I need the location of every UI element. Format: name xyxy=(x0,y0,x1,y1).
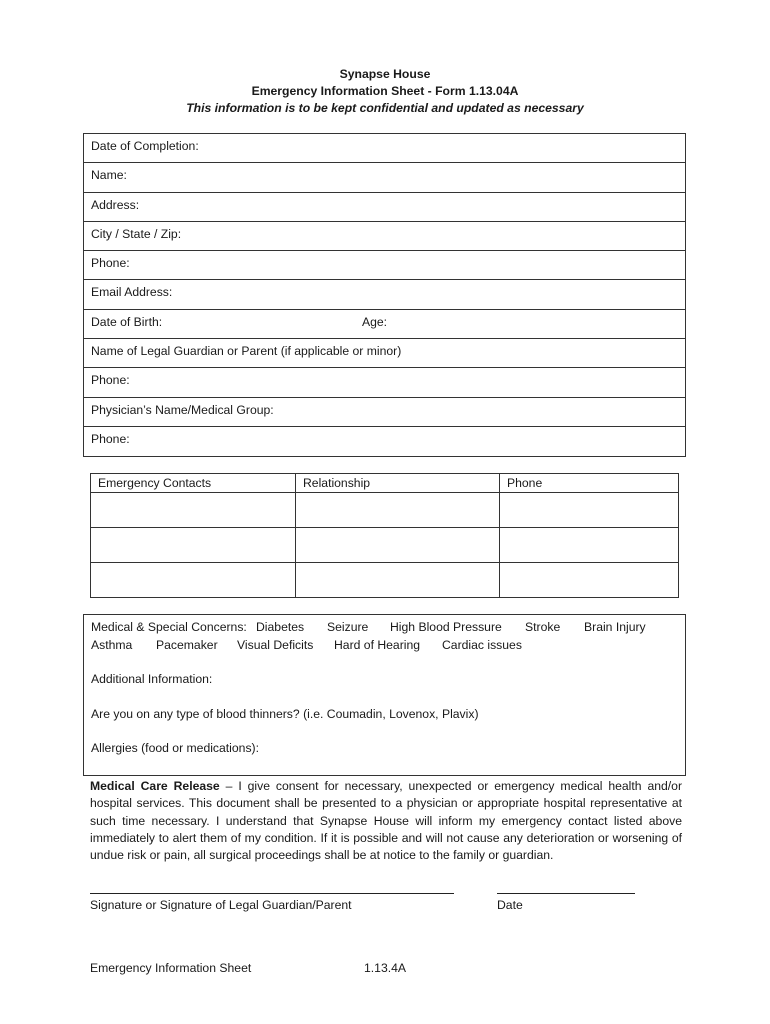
confidential-note: This information is to be kept confidential and updated as necessary xyxy=(186,101,584,115)
table-row xyxy=(91,493,679,528)
field-label: Physician’s Name/Medical Group: xyxy=(91,402,274,417)
field-label: Phone: xyxy=(91,431,130,446)
emergency-contacts-table xyxy=(90,473,679,598)
phone-cell[interactable] xyxy=(500,528,679,563)
relationship-cell[interactable] xyxy=(296,563,500,598)
personal-info-table xyxy=(83,133,686,457)
date-line[interactable] xyxy=(497,893,635,894)
table-row xyxy=(91,528,679,563)
field-label: Phone: xyxy=(91,373,130,388)
name-field[interactable] xyxy=(84,163,685,192)
date-of-completion-field[interactable] xyxy=(84,134,685,163)
contact-name-cell[interactable] xyxy=(91,563,296,598)
concern-option[interactable]: Asthma xyxy=(91,637,133,652)
age-label: Age: xyxy=(362,314,388,329)
contact-name-cell[interactable] xyxy=(91,493,296,528)
contact-name-cell[interactable] xyxy=(91,528,296,563)
table-header-row xyxy=(91,474,679,493)
field-label: City / State / Zip: xyxy=(91,226,182,241)
field-label: Date of Completion: xyxy=(91,139,199,153)
concern-option[interactable]: High Blood Pressure xyxy=(390,620,502,634)
additional-info-label[interactable]: Additional Information: xyxy=(91,672,213,686)
field-label: Name of Legal Guardian or Parent (if applicable or minor) xyxy=(91,344,402,359)
address-field[interactable] xyxy=(84,193,685,222)
table-row xyxy=(91,563,679,598)
org-name: Synapse House xyxy=(339,67,431,81)
column-header: Emergency Contacts xyxy=(91,474,296,493)
concern-option[interactable]: Hard of Hearing xyxy=(334,637,421,652)
concern-option[interactable]: Pacemaker xyxy=(156,637,218,652)
concern-option[interactable]: Seizure xyxy=(327,620,369,634)
field-label: Email Address: xyxy=(91,285,173,300)
guardian-phone-field[interactable] xyxy=(84,368,685,397)
column-header: Phone xyxy=(500,474,679,493)
form-header xyxy=(0,66,770,117)
concerns-row-2 xyxy=(91,638,685,656)
phone-cell[interactable] xyxy=(500,493,679,528)
phone-cell[interactable] xyxy=(500,563,679,598)
form-title: Emergency Information Sheet - Form 1.13.04A xyxy=(251,84,519,98)
medical-care-release xyxy=(90,778,682,864)
concern-option[interactable]: Stroke xyxy=(525,620,561,634)
concerns-label: Medical & Special Concerns: xyxy=(91,620,247,634)
release-text: – I give consent for necessary, unexpected or emergency medical health and/or hospital services. This document shall be presented to a physician or appropriate hospital representative at such time necessary. I understand that Synapse House will inform my emergency contact listed above immediately to alert them of my condition. If it is possible and will not cause any deterioration or worsening of undue risk or pain, all surgical proceedings shall be at notice to the family or guardian. xyxy=(90,779,683,863)
signature-label: Signature or Signature of Legal Guardian/Parent xyxy=(90,898,352,912)
dob-age-field[interactable] xyxy=(84,310,685,339)
field-label: Name: xyxy=(91,168,127,183)
phone-field[interactable] xyxy=(84,251,685,280)
relationship-cell[interactable] xyxy=(296,493,500,528)
column-header: Relationship xyxy=(296,474,500,493)
field-label: Address: xyxy=(91,197,140,212)
concern-option[interactable]: Diabetes xyxy=(256,620,305,634)
field-label: Phone: xyxy=(91,256,130,271)
relationship-cell[interactable] xyxy=(296,528,500,563)
city-state-zip-field[interactable] xyxy=(84,222,685,251)
physician-phone-field[interactable] xyxy=(84,427,685,456)
footer-title: Emergency Information Sheet xyxy=(90,961,252,975)
allergies-label[interactable]: Allergies (food or medications): xyxy=(91,741,259,755)
release-title: Medical Care Release xyxy=(90,779,220,793)
email-field[interactable] xyxy=(84,280,685,309)
signature-line[interactable] xyxy=(90,893,454,894)
physician-field[interactable] xyxy=(84,398,685,427)
concerns-row-1 xyxy=(91,620,685,638)
concern-option[interactable]: Brain Injury xyxy=(584,620,646,634)
footer-code: 1.13.4A xyxy=(364,961,407,975)
blood-thinners-question[interactable]: Are you on any type of blood thinners? (i.e. Coumadin, Lovenox, Plavix) xyxy=(91,706,479,721)
concern-option[interactable]: Cardiac issues xyxy=(442,637,522,652)
date-label: Date xyxy=(497,898,523,912)
dob-label: Date of Birth: xyxy=(91,314,163,329)
concern-option[interactable]: Visual Deficits xyxy=(237,637,314,652)
medical-concerns-box xyxy=(83,614,686,776)
guardian-field[interactable] xyxy=(84,339,685,368)
